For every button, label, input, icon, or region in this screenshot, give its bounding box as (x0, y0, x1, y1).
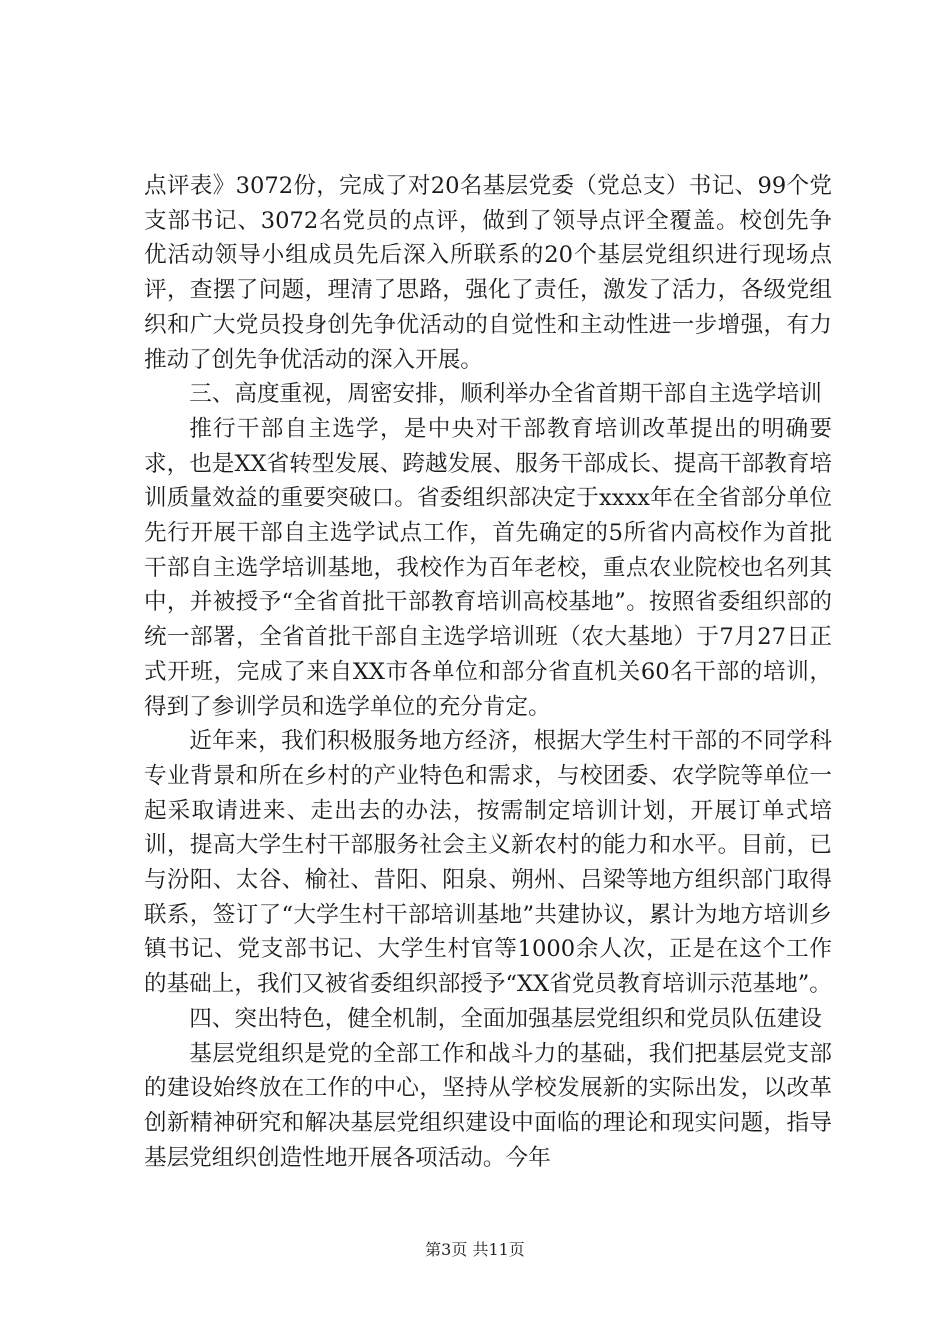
paragraph-1: 点评表》3072份，完成了对20名基层党委（党总支）书记、99个党支部书记、3072名党员的点评，做到了领导点评全覆盖。校创先争优活动领导小组成员先后深入所联系的20个基层党组织进行现场点评，查摆了问题，理清了思路，强化了责任，激发了活力，各级党组织和广大党员投身创先争优活动的自觉性和主动性进一步增强，有力推动了创先争优活动的深入开展。 (144, 173, 832, 373)
page-number: 第3页 共11页 (425, 1240, 525, 1259)
page-footer (0, 1240, 950, 1260)
document-body (144, 169, 832, 1175)
section-heading-4: 四、突出特色，健全机制，全面加强基层党组织和党员队伍建设 (189, 1005, 822, 1032)
paragraph-2: 推行干部自主选学，是中央对干部教育培训改革提出的明确要求，也是XX省转型发展、跨越发展、服务干部成长、提高干部教育培训质量效益的重要突破口。省委组织部决定于xxxx年在全省部分单位先行开展干部自主选学试点工作，首先确定的5所省内高校作为首批干部自主选学培训基地，我校作为百年老校，重点农业院校也名列其中，并被授予“全省首批干部教育培训高校基地”。按照省委组织部的统一部署，全省首批干部自主选学培训班（农大基地）于7月27日正式开班，完成了来自XX市各单位和部分省直机关60名干部的培训，得到了参训学员和选学单位的充分肯定。 (144, 415, 832, 720)
paragraph-3: 近年来，我们积极服务地方经济，根据大学生村干部的不同学科专业背景和所在乡村的产业特色和需求，与校团委、农学院等单位一起采取请进来、走出去的办法，按需制定培训计划，开展订单式培训，提高大学生村干部服务社会主义新农村的能力和水平。目前，已与汾阳、太谷、榆社、昔阳、阳泉、朔州、吕梁等地方组织部门取得联系，签订了“大学生村干部培训基地”共建协议，累计为地方培训乡镇书记、党支部书记、大学生村官等1000余人次，正是在这个工作的基础上，我们又被省委组织部授予“XX省党员教育培训示范基地”。 (144, 728, 832, 998)
section-heading-3: 三、高度重视，周密安排，顺利举办全省首期干部自主选学培训 (189, 381, 822, 408)
paragraph-4: 基层党组织是党的全部工作和战斗力的基础，我们把基层党支部的建设始终放在工作的中心，坚持从学校发展新的实际出发，以改革创新精神研究和解决基层党组织建设中面临的理论和现实问题，指导基层党组织创造性地开展各项活动。今年 (144, 1040, 832, 1171)
